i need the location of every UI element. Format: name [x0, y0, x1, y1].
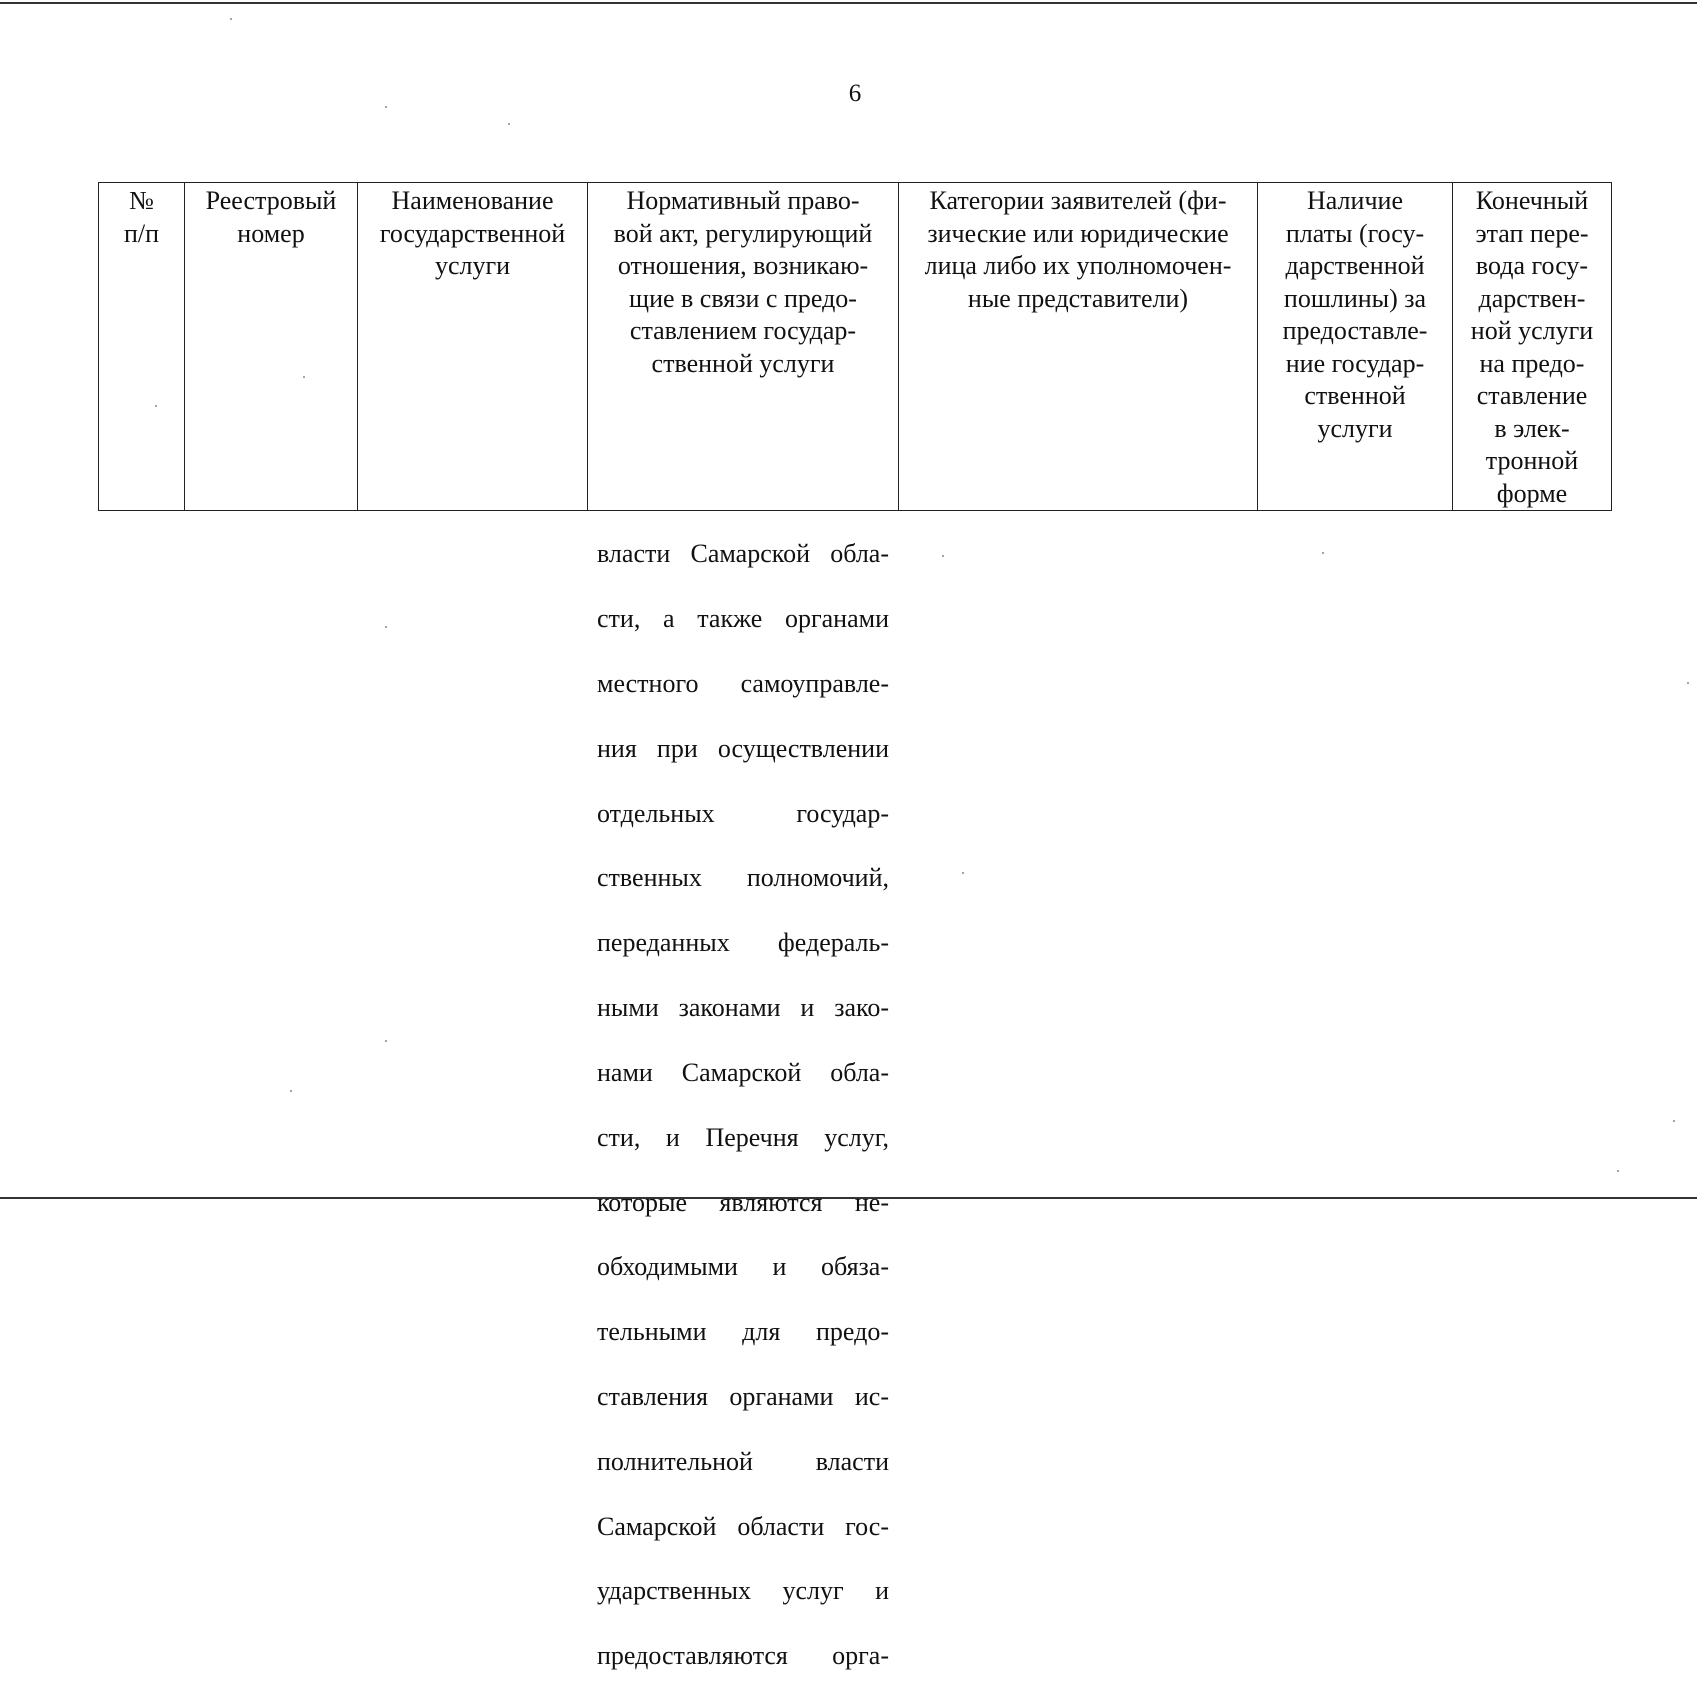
scan-speck	[1322, 552, 1324, 554]
col-header-registry-number: Реестровый номер	[185, 183, 358, 511]
col-header-number: № п/п	[99, 183, 185, 511]
scan-bottom-edge-line	[0, 1197, 1697, 1199]
scan-speck	[1617, 1170, 1619, 1172]
scan-speck	[942, 555, 944, 557]
continuation-line: власти Самарской обла-	[597, 539, 889, 569]
continuation-line: переданных федераль-	[597, 928, 889, 958]
continuation-line: тельными для предо-	[597, 1317, 889, 1347]
continuation-line: нами Самарской обла-	[597, 1057, 889, 1087]
continuation-line: ными законами и зако-	[597, 993, 889, 1023]
services-table-header	[98, 182, 1612, 511]
continuation-line: Самарской области гос-	[597, 1511, 889, 1541]
continuation-line: ставления органами ис-	[597, 1381, 889, 1411]
page-number: 6	[848, 80, 862, 107]
continuation-line: предоставляются орга-	[597, 1641, 889, 1671]
col-header-applicant-categories: Категории заявителей (фи- зические или юридические лица либо их уполномочен- ные представители)	[899, 183, 1258, 511]
col-header-service-name: Наименование государственной услуги	[358, 183, 588, 511]
continuation-line: которые являются не-	[597, 1187, 889, 1217]
scan-speck	[385, 626, 387, 628]
scan-speck	[962, 872, 964, 874]
table-header-row	[99, 183, 1612, 511]
continuation-line: ударственных услуг и	[597, 1576, 889, 1606]
scan-speck	[303, 376, 305, 378]
scan-speck	[385, 1040, 387, 1042]
continuation-line: ственных полномочий,	[597, 863, 889, 893]
continuation-line: обходимыми и обяза-	[597, 1252, 889, 1282]
col-header-legal-act: Нормативный право- вой акт, регулирующий отношения, возникаю- щие в связи с предо- ставлением государ- ственной услуги	[588, 183, 899, 511]
scan-speck	[1687, 682, 1689, 684]
continuation-line: сти, и Перечня услуг,	[597, 1122, 889, 1152]
continuation-line: полнительной власти	[597, 1446, 889, 1476]
scan-top-edge-line	[0, 2, 1697, 4]
scan-speck	[230, 18, 232, 20]
col-header-final-stage: Конечный этап пере- вода госу- дарствен- ной услуги на предо- ставление в элек- тронной форме	[1453, 183, 1612, 511]
legal-act-continuation-text	[597, 506, 889, 1705]
scan-speck	[1673, 1120, 1675, 1122]
continuation-line: ния при осуществлении	[597, 733, 889, 763]
continuation-line: отдельных государ-	[597, 798, 889, 828]
col-header-fee: Наличие платы (госу- дарственной пошлины) за предоставле- ние государ- ственной услуги	[1258, 183, 1453, 511]
scan-speck	[385, 106, 387, 108]
scan-speck	[155, 405, 157, 407]
scan-speck	[290, 1090, 292, 1092]
continuation-line: местного самоуправле-	[597, 669, 889, 699]
continuation-line: сти, а также органами	[597, 604, 889, 634]
scan-speck	[508, 123, 510, 125]
